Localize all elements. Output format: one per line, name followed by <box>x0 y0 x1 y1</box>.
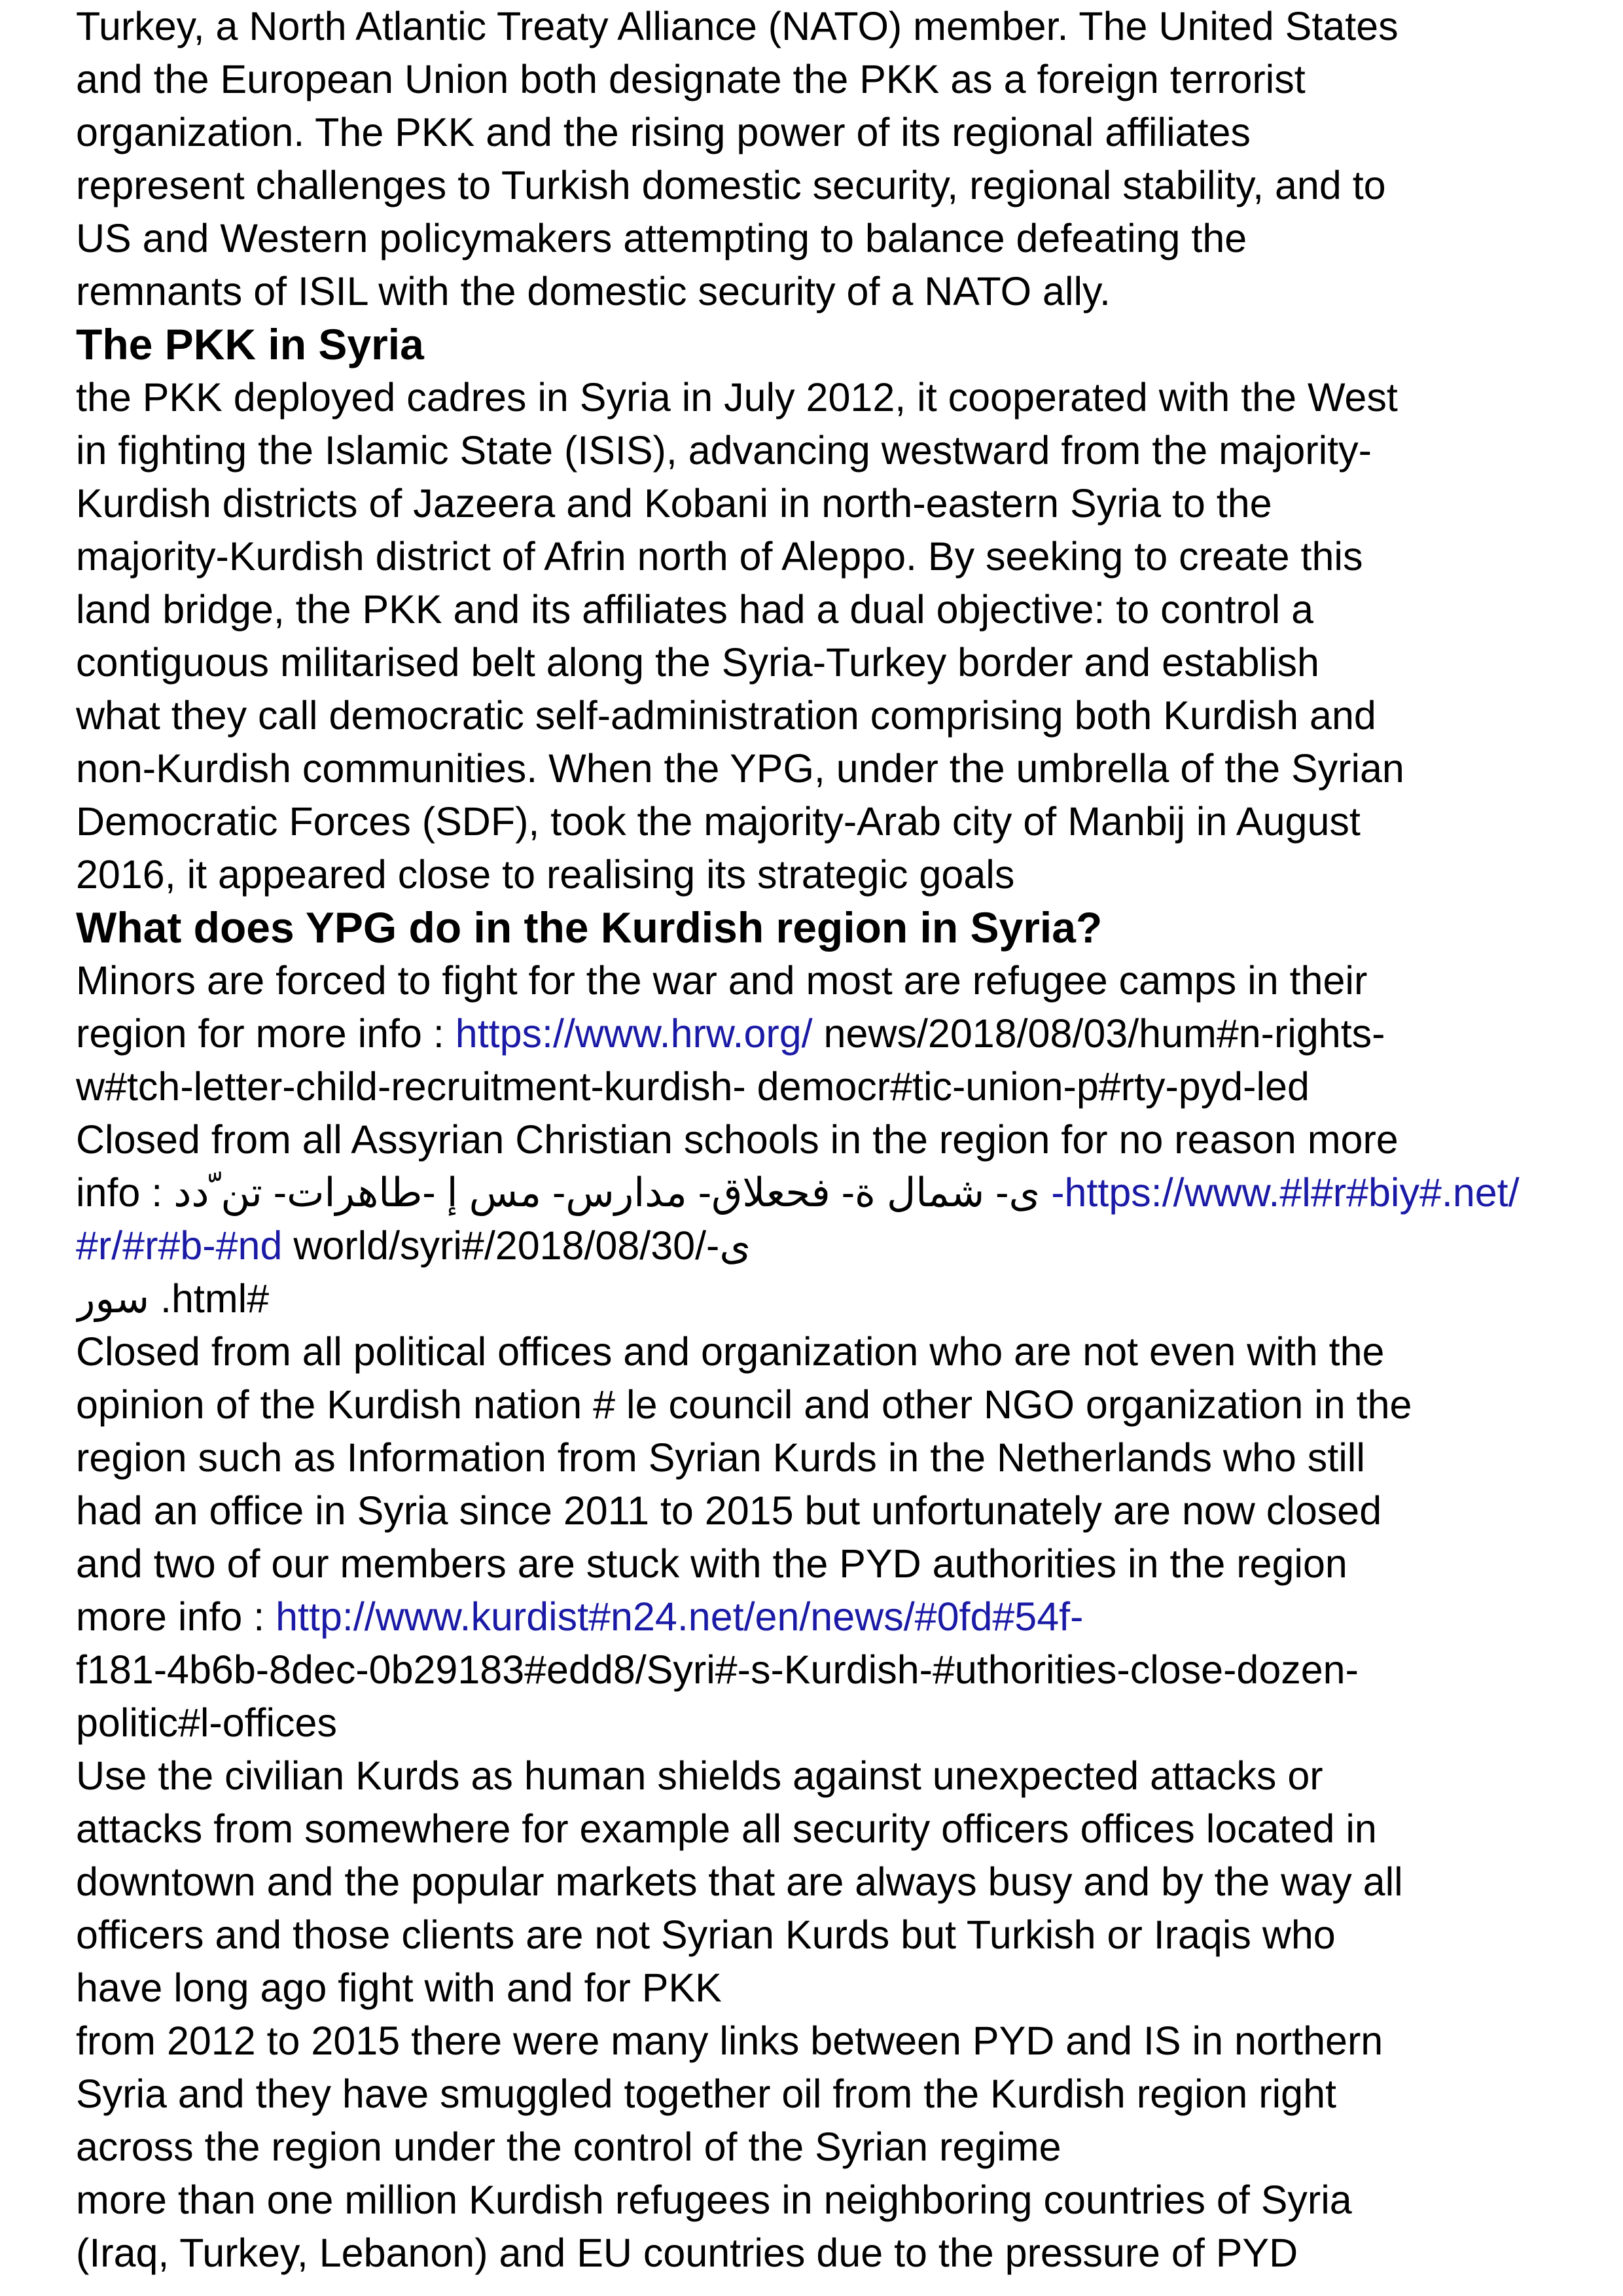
text-line: from 2012 to 2015 there were many links between PYD and IS in northern <box>76 2018 1383 2063</box>
text-line <box>76 1166 1575 1219</box>
text-line: had an office in Syria since 2011 to 2015 but unfortunately are now closed <box>76 1488 1382 1533</box>
text-line: Turkey, a North Atlantic Treaty Alliance (NATO) member. The United States <box>76 4 1399 48</box>
text-line: opinion of the Kurdish nation # le council and other NGO organization in the <box>76 1382 1412 1427</box>
text-line: Kurdish districts of Jazeera and Kobani in north-eastern Syria to the <box>76 481 1272 526</box>
text-line: represent challenges to Turkish domestic security, regional stability, and to <box>76 163 1386 207</box>
text-line: organization. The PKK and the rising power of its regional affiliates <box>76 110 1251 154</box>
text-line: across the region under the control of the Syrian regime <box>76 2125 1061 2169</box>
schools-paragraph <box>76 1113 1575 1325</box>
text-line: 2016, it appeared close to realising its strategic goals <box>76 852 1015 897</box>
minors-paragraph <box>76 954 1575 1113</box>
text-fragment: .html# <box>160 1276 270 1321</box>
kurdistan24-link[interactable]: http://www.kurdist#n24.net/en/news/#0fd#54f- <box>276 1594 1084 1639</box>
text-line: w#tch-letter-child-recruitment-kurdish- democr#tic-union-p#rty-pyd-led <box>76 1064 1310 1109</box>
alarabiya-link-continued[interactable]: #r/#r#b-#nd <box>76 1223 283 1268</box>
text-line: f181-4b6b-8dec-0b29183#edd8/Syri#-s-Kurdish-#uthorities-close-dozen- <box>76 1647 1359 1692</box>
text-line: and the European Union both designate the PKK as a foreign terrorist <box>76 57 1306 101</box>
text-fragment: region for more info : <box>76 1011 455 1056</box>
text-line: region such as Information from Syrian Kurds in the Netherlands who still <box>76 1435 1365 1480</box>
text-line: (Iraq, Turkey, Lebanon) and EU countries due to the pressure of PYD <box>76 2231 1298 2275</box>
refugees-paragraph <box>76 2174 1575 2280</box>
text-line: Democratic Forces (SDF), took the majority-Arab city of Manbij in August <box>76 799 1361 844</box>
text-line: land bridge, the PKK and its affiliates had a dual objective: to control a <box>76 587 1314 632</box>
alarabiya-link[interactable]: -https://www.#l#r#biy#.net/ <box>1040 1170 1520 1215</box>
section-heading-pkk: The PKK in Syria <box>76 320 424 368</box>
text-line: majority-Kurdish district of Afrin north of Aleppo. By seeking to create this <box>76 534 1363 579</box>
text-fragment: news/2018/08/03/hum#n-rights- <box>812 1011 1385 1056</box>
arabic-text: سور <box>76 1276 150 1321</box>
text-line: attacks from somewhere for example all security officers offices located in <box>76 1806 1377 1851</box>
offices-paragraph <box>76 1325 1575 1749</box>
text-line <box>76 1590 1575 1643</box>
text-fragment: more info : <box>76 1594 276 1639</box>
text-line: in fighting the Islamic State (ISIS), advancing westward from the majority- <box>76 428 1372 473</box>
text-line: Minors are forced to fight for the war and most are refugee camps in their <box>76 958 1368 1003</box>
text-fragment: world/syri#/2018/08/30/-ى <box>282 1223 751 1268</box>
text-line: the PKK deployed cadres in Syria in July 2012, it cooperated with the West <box>76 375 1398 420</box>
pkk-paragraph <box>76 371 1575 901</box>
text-fragment: info : <box>76 1170 174 1215</box>
text-line: US and Western policymakers attempting to balance defeating the <box>76 216 1247 260</box>
text-line: non-Kurdish communities. When the YPG, under the umbrella of the Syrian <box>76 746 1404 791</box>
text-line: politic#l-offices <box>76 1700 337 1745</box>
text-line: Syria and they have smuggled together oil from the Kurdish region right <box>76 2072 1336 2116</box>
text-line: Closed from all political offices and organization who are not even with the <box>76 1329 1385 1374</box>
section-heading-ypg: What does YPG do in the Kurdish region in Syria? <box>76 903 1103 952</box>
text-line: what they call democratic self-administration comprising both Kurdish and <box>76 693 1376 738</box>
text-line: officers and those clients are not Syrian Kurds but Turkish or Iraqis who <box>76 1912 1336 1957</box>
text-line: Closed from all Assyrian Christian schools in the region for no reason more <box>76 1117 1399 1162</box>
document-page <box>76 0 1575 2280</box>
hrw-link[interactable]: https://www.hrw.org/ <box>455 1011 813 1056</box>
intro-paragraph <box>76 0 1575 318</box>
text-line: contiguous militarised belt along the Syria-Turkey border and establish <box>76 640 1319 685</box>
text-line: have long ago fight with and for PKK <box>76 1965 722 2010</box>
text-line: more than one million Kurdish refugees in neighboring countries of Syria <box>76 2178 1352 2222</box>
text-line <box>76 1272 1575 1325</box>
text-line: Use the civilian Kurds as human shields against unexpected attacks or <box>76 1753 1323 1798</box>
human-shields-paragraph <box>76 1749 1575 2015</box>
text-line: downtown and the popular markets that are always busy and by the way all <box>76 1859 1403 1904</box>
links-paragraph <box>76 2015 1575 2174</box>
text-line <box>76 1219 1575 1272</box>
text-line <box>76 1007 1575 1060</box>
text-line: and two of our members are stuck with the PYD authorities in the region <box>76 1541 1347 1586</box>
arabic-text: ى- شمال ة- فحعلاق- مدارس- مس إ -طاهرات- تن ّدد <box>173 1170 1041 1215</box>
text-line: remnants of ISIL with the domestic security of a NATO ally. <box>76 269 1111 314</box>
